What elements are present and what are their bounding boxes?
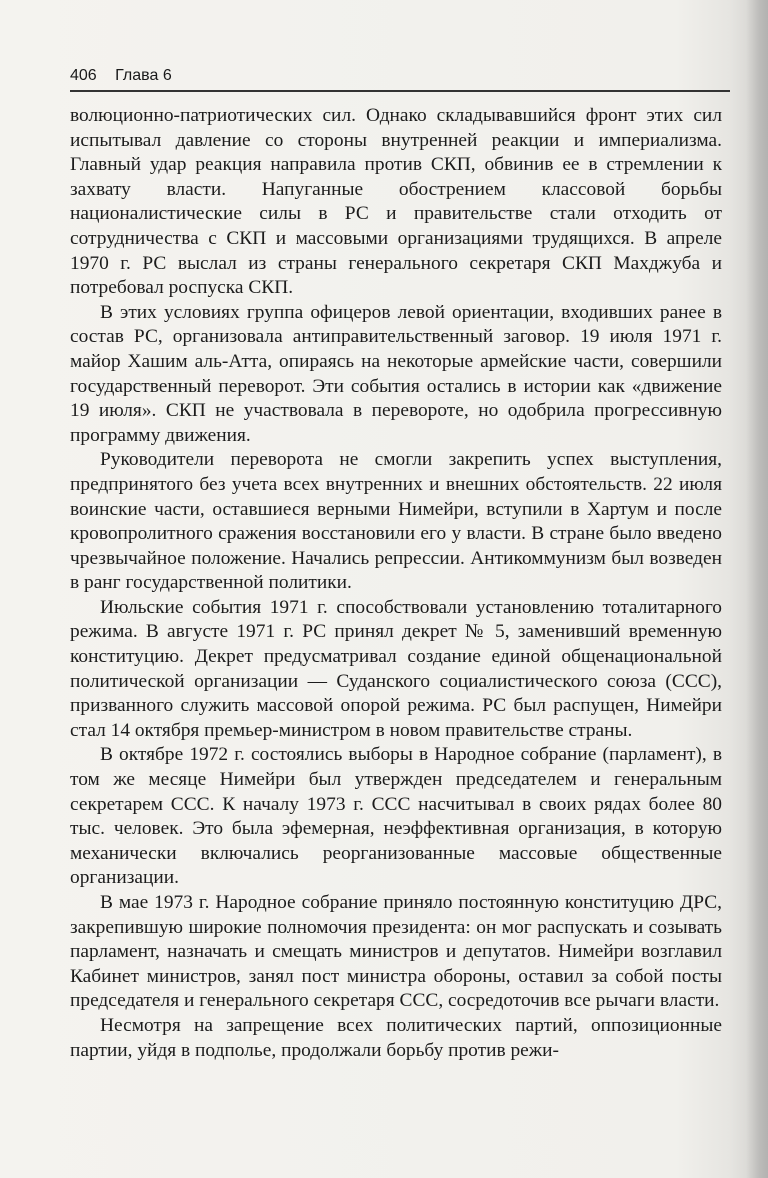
paragraph-3: Руководители переворота не смогли закрепить успех выступления, предпринятого без учета всех внутренних и внешних обстоятельств. 22 июля воинские части, оставшиеся верными Нимейри, вступили в Хартум и после кровопролитного сражения восстановили его у власти. В стране было введено чрезвычайное положение. Начались репрессии. Антикоммунизм был возведен в ранг государственной политики.	[70, 449, 722, 594]
page-body	[70, 104, 722, 1063]
paragraph-2: В этих условиях группа офицеров левой ориентации, входивших ранее в состав РС, организовала антиправительственный заговор. 19 июля 1971 г. майор Хашим аль-Атта, опираясь на некоторые армейские части, совершили государственный переворот. Эти события остались в истории как «движение 19 июля». СКП не участвовала в перевороте, но одобрила прогрессивную программу движения.	[70, 301, 722, 446]
running-header	[70, 64, 730, 92]
paragraph-6: В мае 1973 г. Народное собрание приняло постоянную конституцию ДРС, закрепившую широкие полномочия президента: он мог распускать и созывать парламент, назначать и смещать министров и депутатов. Нимейри возглавил Кабинет министров, занял пост министра обороны, оставил за собой посты председателя и генерального секретаря ССС, сосредоточив все рычаги власти.	[70, 892, 722, 1012]
paragraph-7: Несмотря на запрещение всех политических партий, оппозиционные партии, уйдя в подполье, продолжали борьбу против режи-	[70, 1014, 722, 1061]
page-number: 406	[70, 67, 97, 84]
page-edge-shadow	[746, 0, 768, 1178]
chapter-title: Глава 6	[115, 67, 172, 84]
paragraph-5: В октябре 1972 г. состоялись выборы в Народное собрание (парламент), в том же месяце Нимейри был утвержден председателем и генеральным секретарем ССС. К началу 1973 г. ССС насчитывал в своих рядах более 80 тыс. человек. Это была эфемерная, неэффективная организация, в которую механически включались реорганизованные массовые общественные организации.	[70, 744, 722, 889]
paragraph-1: волюционно-патриотических сил. Однако складывавшийся фронт этих сил испытывал давление со стороны внутренней реакции и империализма. Главный удар реакция направила против СКП, обвинив ее в стремлении к захвату власти. Напуганные обострением классовой борьбы националистические силы в РС и правительстве стали отходить от сотрудничества с СКП и массовыми организациями трудящихся. В апреле 1970 г. РС выслал из страны генерального секретаря СКП Махджуба и потребовал роспуска СКП.	[70, 105, 722, 299]
paragraph-4: Июльские события 1971 г. способствовали установлению тоталитарного режима. В августе 1971 г. РС принял декрет № 5, заменивший временную конституцию. Декрет предусматривал создание единой общенациональной политической организации — Суданского социалистического союза (ССС), призванного служить массовой опорой режима. РС был распущен, Нимейри стал 14 октября премьер-министром в новом правительстве страны.	[70, 596, 722, 741]
